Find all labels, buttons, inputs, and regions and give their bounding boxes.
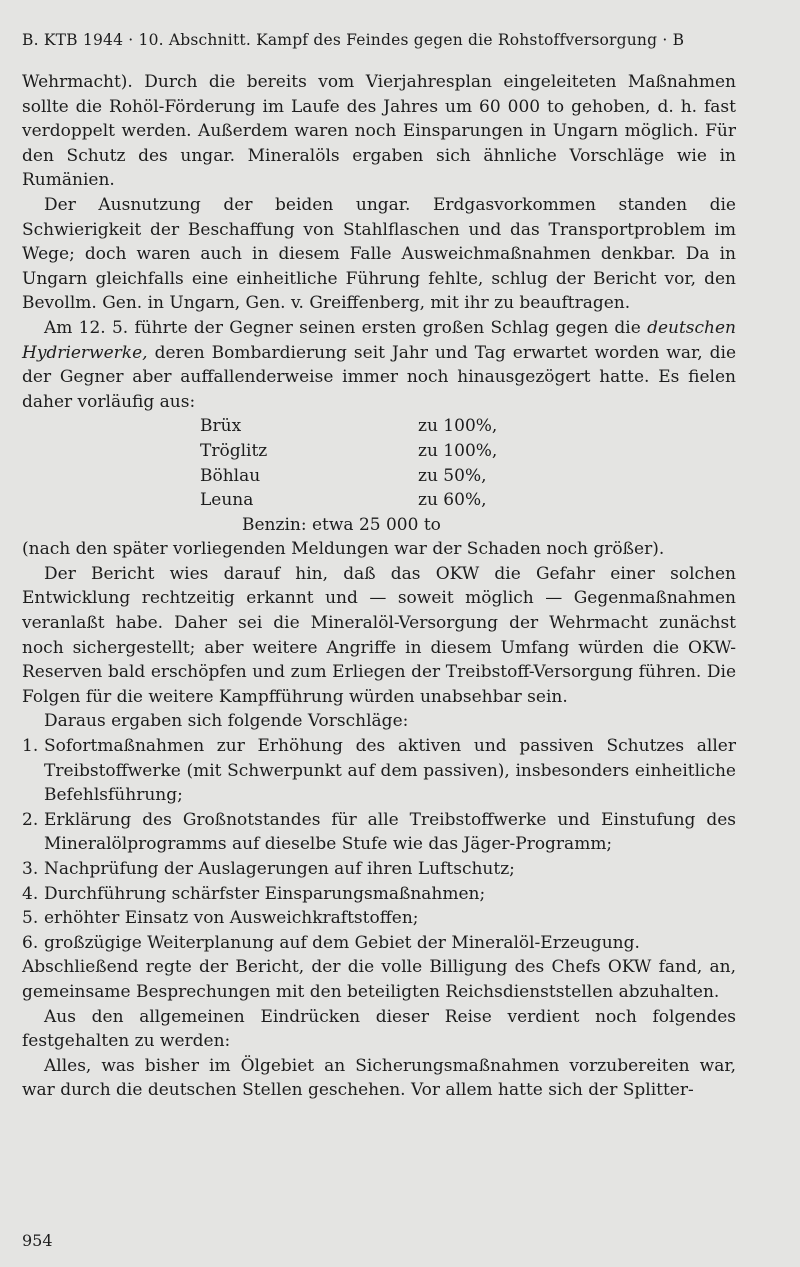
list-item [22,931,736,956]
list-item [22,857,736,882]
list-text: Nachprüfung der Auslagerungen auf ihren Luftschutz; [44,859,515,879]
paragraph-6: Daraus ergaben sich folgende Vorschläge: [44,711,409,732]
paragraph-8: Aus den allgemeinen Eindrücken dieser Reise verdient noch folgendes festgehalten zu werden: [22,1006,736,1052]
paragraph-3-start: Am 12. 5. führte der Gegner seinen ersten großen Schlag gegen die [44,317,648,338]
outage-row [200,414,497,439]
plant-name: Böhlau [200,465,261,486]
paragraph-3-end: deren Bombardierung seit Jahr und Tag erwartet worden war, die der Gegner aber auffallenderweise immer noch hinausgezögert hatte. Es fielen daher vorläufig aus: [22,342,736,412]
list-number: 5. [22,908,39,929]
paragraph-1: Wehrmacht). Durch die bereits vom Vierjahresplan eingeleiteten Maßnahmen sollte die Rohöl-Förderung im Laufe des Jahres um 60 000 to gehoben, d. h. fast verdoppelt werden. Außerdem waren noch Einsparungen in Ungarn möglich. Für den Schutz des ungar. Mineralöls ergaben sich ähnliche Vorschläge wie in Rumänien. [22,72,736,191]
list-item [22,734,736,808]
running-head: B. KTB 1944 · 10. Abschnitt. Kampf des Feindes gegen die Rohstoffversorgung · B [22,31,685,49]
list-item [22,906,736,931]
list-number: 2. [22,809,39,830]
plant-loss: zu 100%, [418,416,498,437]
paragraph-7: Abschließend regte der Bericht, der die volle Billigung des Chefs OKW fand, an, gemeinsame Besprechungen mit den beteiligten Reichsdienststellen abzuhalten. [22,957,736,1002]
plant-loss: zu 60%, [418,490,487,511]
list-number: 6. [22,932,39,953]
list-text: Sofortmaßnahmen zur Erhöhung des aktiven und passiven Schutzes aller Treibstoffwerke (mit Schwerpunkt auf dem passiven), insbesonders einheitliche Befehlsführung; [44,736,736,806]
paragraph-3-italic: deutschen Hydrierwerke, [22,317,736,363]
paragraph-3 [22,316,736,414]
list-number: 1. [22,736,39,757]
list-item [22,882,736,907]
outage-row [200,439,497,464]
list-text: erhöhter Einsatz von Ausweichkraftstoffen; [44,908,419,929]
paragraph-9: Alles, was bisher im Ölgebiet an Sicherungsmaßnahmen vorzubereiten war, war durch die deutschen Stellen geschehen. Vor allem hatte sich der Splitter- [22,1055,736,1101]
benzin-total: Benzin: etwa 25 000 to [242,514,441,535]
list-text: Durchführung schärfster Einsparungsmaßnahmen; [44,883,486,904]
body-text [22,70,736,1103]
plant-name: Brüx [200,416,242,437]
paragraph-2: Der Ausnutzung der beiden ungar. Erdgasvorkommen standen die Schwierigkeit der Beschaffung von Stahlflaschen und das Transportproblem im Wege; doch waren auch in diesem Falle Ausweichmaßnahmen denkbar. Da in Ungarn gleichfalls eine einheitliche Führung fehlte, schlug der Bericht vor, den Bevollm. Gen. in Ungarn, Gen. v. Greiffenberg, mit ihr zu beauftragen. [22,194,736,314]
outage-row [200,464,497,489]
list-number: 3. [22,859,39,879]
outage-row [200,488,497,513]
paragraph-4: (nach den später vorliegenden Meldungen war der Schaden noch größer). [22,539,665,560]
list-text: Erklärung des Großnotstandes für alle Treibstoffwerke und Einstufung des Mineralölprogramms auf dieselbe Stufe wie das Jäger-Programm; [44,809,736,855]
paragraph-5: Der Bericht wies darauf hin, daß das OKW die Gefahr einer solchen Entwicklung rechtzeitig erkannt und — soweit möglich — Gegenmaßnahmen veranlaßt habe. Daher sei die Mineralöl-Versorgung der Wehrmacht zunächst noch sichergestellt; aber weitere Angriffe in diesem Umfang würden die OKW-Reserven bald erschöpfen und zum Erliegen der Treibstoff-Versorgung führen. Die Folgen für die weitere Kampfführung würden unabsehbar sein. [22,563,736,707]
proposal-list [22,734,736,955]
plant-loss: zu 50%, [418,465,487,486]
outage-table [200,414,497,512]
plant-name: Leuna [200,490,254,511]
list-item [22,808,736,857]
plant-loss: zu 100%, [418,440,498,461]
page-number: 954 [22,1231,53,1250]
plant-name: Tröglitz [200,440,268,461]
list-number: 4. [22,883,39,904]
list-text: großzügige Weiterplanung auf dem Gebiet der Mineralöl-Erzeugung. [44,932,640,953]
